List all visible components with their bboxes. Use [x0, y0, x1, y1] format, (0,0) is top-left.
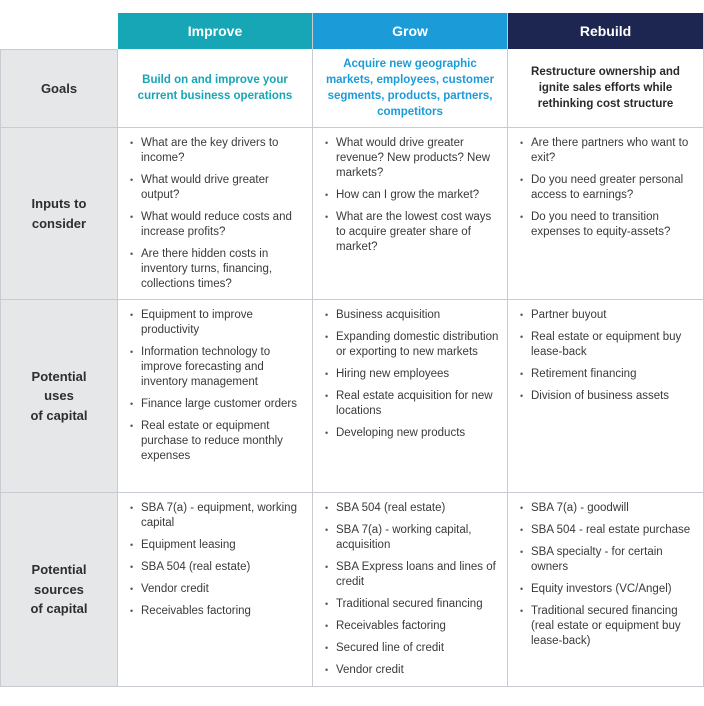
row-label-sources-line: Potential — [31, 562, 87, 578]
goal-rebuild — [508, 49, 704, 128]
list-item: • Partner buyout — [520, 308, 695, 323]
list-item: • Do you need to transition expenses to equity-assets? — [520, 210, 695, 240]
list-item: • SBA 7(a) - goodwill — [520, 501, 695, 516]
sources-improve — [118, 493, 313, 687]
list-item: • SBA 7(a) - equipment, working capital — [130, 501, 304, 531]
list-item: • Secured line of credit — [325, 641, 499, 656]
inputs-improve — [118, 128, 313, 300]
goal-improve — [118, 49, 313, 128]
list-item: • Real estate acquisition for new locations — [325, 389, 499, 419]
uses-rebuild — [508, 300, 704, 493]
list-item: • Are there partners who want to exit? — [520, 136, 695, 166]
list-item: • Receivables factoring — [130, 604, 304, 619]
list-item: • Equipment leasing — [130, 538, 304, 553]
row-label-goals — [0, 49, 118, 128]
goal-grow — [313, 49, 508, 128]
list-item: • Are there hidden costs in inventory turns, financing, collections times? — [130, 247, 304, 292]
list-item: • Equipment to improve productivity — [130, 308, 304, 338]
list-item: • Division of business assets — [520, 389, 695, 404]
row-label-inputs — [0, 128, 118, 300]
list-item: • Finance large customer orders — [130, 397, 304, 412]
list-item: • What are the key drivers to income? — [130, 136, 304, 166]
list-item: • What would drive greater output? — [130, 173, 304, 203]
sources-rebuild — [508, 493, 704, 687]
list-item: • What would drive greater revenue? New products? New markets? — [325, 136, 499, 181]
list-item: • SBA Express loans and lines of credit — [325, 560, 499, 590]
list-item: • Real estate or equipment buy lease-back — [520, 330, 695, 360]
goal-rebuild-text: Restructure ownership and ignite sales efforts while rethinking cost structure — [531, 66, 680, 110]
row-label-uses-line: of capital — [30, 407, 88, 423]
list-item: • Receivables factoring — [325, 619, 499, 634]
row-label-goals-text: Goals — [40, 80, 78, 96]
list-item: • Hiring new employees — [325, 367, 499, 382]
list-item: • Expanding domestic distribution or exporting to new markets — [325, 330, 499, 360]
row-label-uses-line: uses — [44, 388, 74, 404]
list-item: • Traditional secured financing (real estate or equipment buy lease-back) — [520, 604, 695, 649]
list-item: • How can I grow the market? — [325, 188, 499, 203]
goal-improve-text: Build on and improve your current business operations — [137, 74, 293, 102]
list-item: • Business acquisition — [325, 308, 499, 323]
list-item: • Vendor credit — [325, 663, 499, 678]
list-item: • Retirement financing — [520, 367, 695, 382]
row-label-inputs-line: consider — [31, 215, 87, 231]
list-item: • SBA 504 (real estate) — [325, 501, 499, 516]
uses-improve — [118, 300, 313, 493]
row-label-sources-line: of capital — [30, 601, 88, 617]
list-item: • SBA 7(a) - working capital, acquisition — [325, 523, 499, 553]
list-item: • Real estate or equipment purchase to reduce monthly expenses — [130, 419, 304, 464]
goal-grow-text: Acquire new geographic markets, employees, customer segments, products, partners, competitors — [325, 58, 495, 118]
list-item: • Equity investors (VC/Angel) — [520, 582, 695, 597]
list-item: • SBA specialty - for certain owners — [520, 545, 695, 575]
capital-matrix-table — [0, 13, 704, 687]
list-item: • SBA 504 (real estate) — [130, 560, 304, 575]
list-item: • Developing new products — [325, 426, 499, 441]
row-label-uses-line: Potential — [31, 368, 87, 384]
header-improve: Improve — [118, 13, 313, 49]
list-item: • What are the lowest cost ways to acquire greater share of market? — [325, 210, 499, 255]
uses-grow — [313, 300, 508, 493]
row-label-sources — [0, 493, 118, 687]
list-item: • Traditional secured financing — [325, 597, 499, 612]
list-item: • What would reduce costs and increase profits? — [130, 210, 304, 240]
row-label-uses — [0, 300, 118, 493]
row-label-inputs-line: Inputs to — [31, 196, 87, 211]
inputs-rebuild — [508, 128, 704, 300]
list-item: • Vendor credit — [130, 582, 304, 597]
inputs-grow — [313, 128, 508, 300]
header-rebuild: Rebuild — [508, 13, 704, 49]
list-item: • SBA 504 - real estate purchase — [520, 523, 695, 538]
sources-grow — [313, 493, 508, 687]
list-item: • Do you need greater personal access to earnings? — [520, 173, 695, 203]
row-label-sources-line: sources — [34, 581, 84, 597]
header-grow: Grow — [313, 13, 508, 49]
list-item: • Information technology to improve forecasting and inventory management — [130, 345, 304, 390]
corner-blank — [0, 13, 118, 49]
